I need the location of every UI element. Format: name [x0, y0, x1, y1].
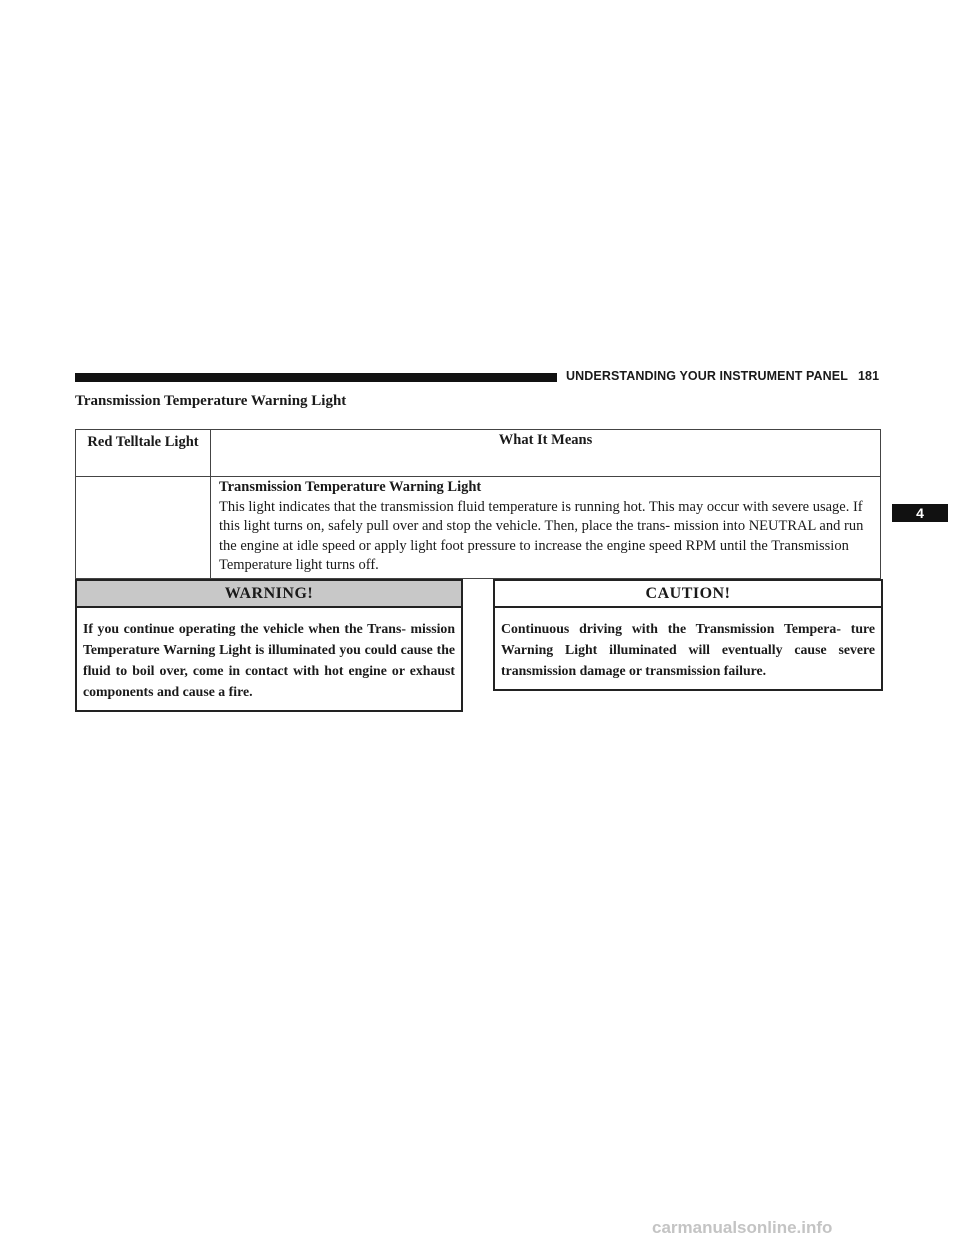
- table-row: [76, 477, 881, 579]
- caution-heading: CAUTION!: [495, 581, 881, 608]
- caution-box: [493, 579, 883, 691]
- watermark: carmanualsonline.info: [652, 1218, 833, 1237]
- warning-box: [75, 579, 463, 712]
- header-red-telltale-light: Red Telltale Light: [76, 430, 211, 477]
- caution-text: Continuous driving with the Transmission Tempera- ture Warning Light illuminated will eventually cause severe transmission damage or transmission failure.: [501, 621, 875, 678]
- table-header-row: [76, 430, 881, 477]
- section-title: Transmission Temperature Warning Light: [75, 393, 347, 409]
- page-number: 181: [857, 369, 880, 383]
- header-rule: [75, 373, 557, 382]
- running-header-title: UNDERSTANDING YOUR INSTRUMENT PANEL: [566, 369, 848, 383]
- telltale-table: [75, 429, 881, 579]
- row-title: Transmission Temperature Warning Light: [219, 479, 482, 495]
- running-header: [566, 369, 886, 383]
- telltale-light-cell: [76, 477, 211, 579]
- warning-text: If you continue operating the vehicle when the Trans- mission Temperature Warning Light is illuminated you could cause the fluid to boil over, come in contact with hot engine or exhaust components and cause a fire.: [83, 621, 455, 699]
- chapter-tab: 4: [892, 504, 948, 522]
- header-what-it-means: What It Means: [211, 430, 881, 477]
- meaning-cell: [211, 477, 881, 579]
- row-description: This light indicates that the transmission fluid temperature is running hot. This may occur with severe usage. If this light turns on, safely pull over and stop the vehicle. Then, place the trans- mission into NEUTRAL and run the engine at idle speed or apply light foot pressure to increase the engine speed RPM until the Transmission Temperature light turns off.: [219, 498, 864, 573]
- warning-heading: WARNING!: [77, 581, 461, 608]
